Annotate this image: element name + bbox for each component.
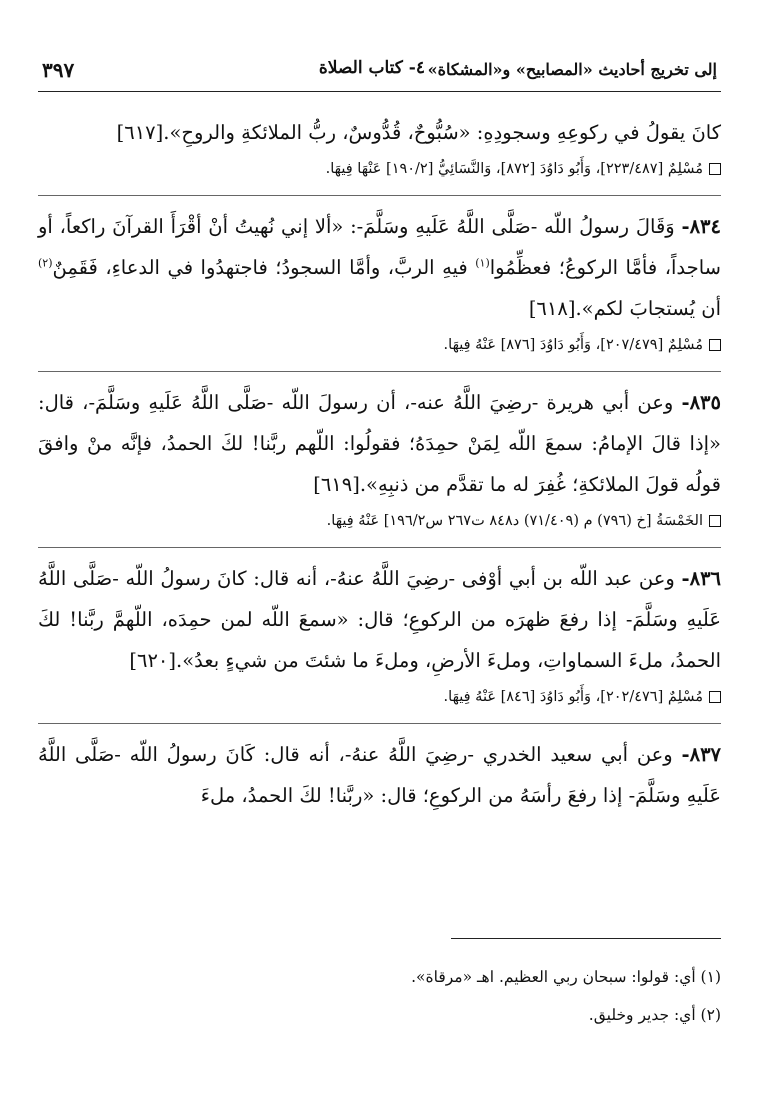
hadith-836	[38, 558, 721, 709]
box-bullet-icon	[709, 515, 721, 527]
box-bullet-icon	[709, 691, 721, 703]
page-header	[38, 48, 721, 92]
hadith-text: ٨٣٥- وعن أبي هريرة -رضِيَ اللَّهُ عنه-، أن رسولَ اللّه -صَلَّى اللَّهُ عَلَيهِ وسَلَّمَ-، قال: «إذا قالَ الإمامُ: سمعَ اللّه لِمَنْ حمِدَهُ؛ فقولُوا: اللّهم ربَّنا! لكَ الحمدُ، فإنَّه منْ وافقَ قولُه قولَ الملائكةِ؛ غُفِرَ له ما تقدَّم من ذنبِهِ».[٦١٩]	[38, 391, 721, 496]
running-title: إلى تخريج أحاديث «المصابيح» و«المشكاة»	[427, 60, 717, 79]
chapter-title: ٤- كتاب الصلاة	[318, 58, 425, 78]
hadith-number: ٨٣٧-	[681, 743, 722, 766]
hadith-835	[38, 382, 721, 533]
box-bullet-icon	[709, 163, 721, 175]
takhrij-source: مُسْلِمٌ [٢٠٧/٤٧٩]، وَأَبُو دَاوُدَ [٨٧٦] عَنْهُ فِيهَا.	[38, 333, 721, 357]
takhrij-source: مُسْلِمٌ [٢٠٢/٤٧٦]، وَأَبُو دَاوُدَ [٨٤٦] عَنْهُ فِيهَا.	[38, 685, 721, 709]
divider	[38, 195, 721, 196]
footnote-ref: (١)	[475, 256, 490, 270]
footnote-1: (١) أي: قولوا: سبحان ربي العظيم. اهـ «مرقاة».	[411, 968, 721, 986]
footnote-separator	[451, 938, 721, 939]
page	[38, 48, 721, 1068]
hadith-text: ٨٣٧- وعن أبي سعيد الخدري -رضِيَ اللَّهُ عنهُ-، أنه قال: كَانَ رسولُ اللّه -صَلَّى اللَّهُ عَلَيهِ وسَلَّمَ- إذا رفعَ رأسَهُ من الركوعِ؛ قال: «ربَّنا! لكَ الحمدُ، ملءَ	[38, 743, 722, 807]
hadith-text: ٨٣٦- وعن عبد اللّه بن أبي أوْفى -رضِيَ اللَّهُ عنهُ-، أنه قال: كانَ رسولُ اللّه -صَلَّى اللَّهُ عَلَيهِ وسَلَّمَ- إذا رفعَ ظهرَه من الركوعِ؛ قال: «سمعَ اللّه لمن حمِدَه، اللّهمَّ ربَّنا! لكَ الحمدُ، ملءَ السماواتِ، وملءَ الأرضِ، وملءَ ما شئتَ من شيءٍ بعدُ».[٦٢٠]	[38, 567, 722, 672]
divider	[38, 371, 721, 372]
hadith-text: كانَ يقولُ في ركوعِهِ وسجودِهِ: «سُبُّوحٌ، قُدُّوسٌ، ربُّ الملائكةِ والروحِ».[٦١٧]	[116, 121, 721, 144]
hadith-number: ٨٣٤-	[681, 215, 721, 238]
footnotes	[38, 958, 721, 1034]
page-number: ٣٩٧	[42, 57, 75, 82]
divider	[38, 723, 721, 724]
hadith-837	[38, 734, 721, 816]
divider	[38, 547, 721, 548]
hadith-number: ٨٣٥-	[681, 391, 721, 414]
footnote-2: (٢) أي: جدير وخليق.	[588, 1006, 721, 1024]
hadith-617	[38, 112, 721, 181]
takhrij-source: الخَمْسَةُ [خ (٧٩٦) م (٧١/٤٠٩) د٨٤٨ ت٢٦٧ س١٩٦/٢] عَنْهُ فِيهَا.	[38, 509, 721, 533]
hadith-text: ٨٣٤- وَقَالَ رسولُ اللّه -صَلَّى اللَّهُ عَلَيهِ وسَلَّمَ-: «ألا إني نُهيتُ أنْ أقْرَأَ القرآنَ راكعاً، أو ساجداً، فأمَّا الركوعُ؛ فعظِّمُوا$^{(١)}$ فيهِ الربَّ، وأمَّا السجودُ؛ فاجتهدُوا في الدعاءِ، فَقَمِنٌ$^{(٢)}$ أن يُستجابَ لكم».[٦١٨]	[38, 215, 721, 320]
hadith-number: ٨٣٦-	[681, 567, 722, 590]
footnote-ref: (٢)	[38, 256, 53, 270]
box-bullet-icon	[709, 339, 721, 351]
takhrij-source: مُسْلِمٌ [٢٢٣/٤٨٧]، وَأَبُو دَاوُدَ [٨٧٢]، وَالنَّسَائِيُّ [١٩٠/٢] عَنْهَا فِيهَا.	[38, 157, 721, 181]
hadith-834	[38, 206, 721, 357]
